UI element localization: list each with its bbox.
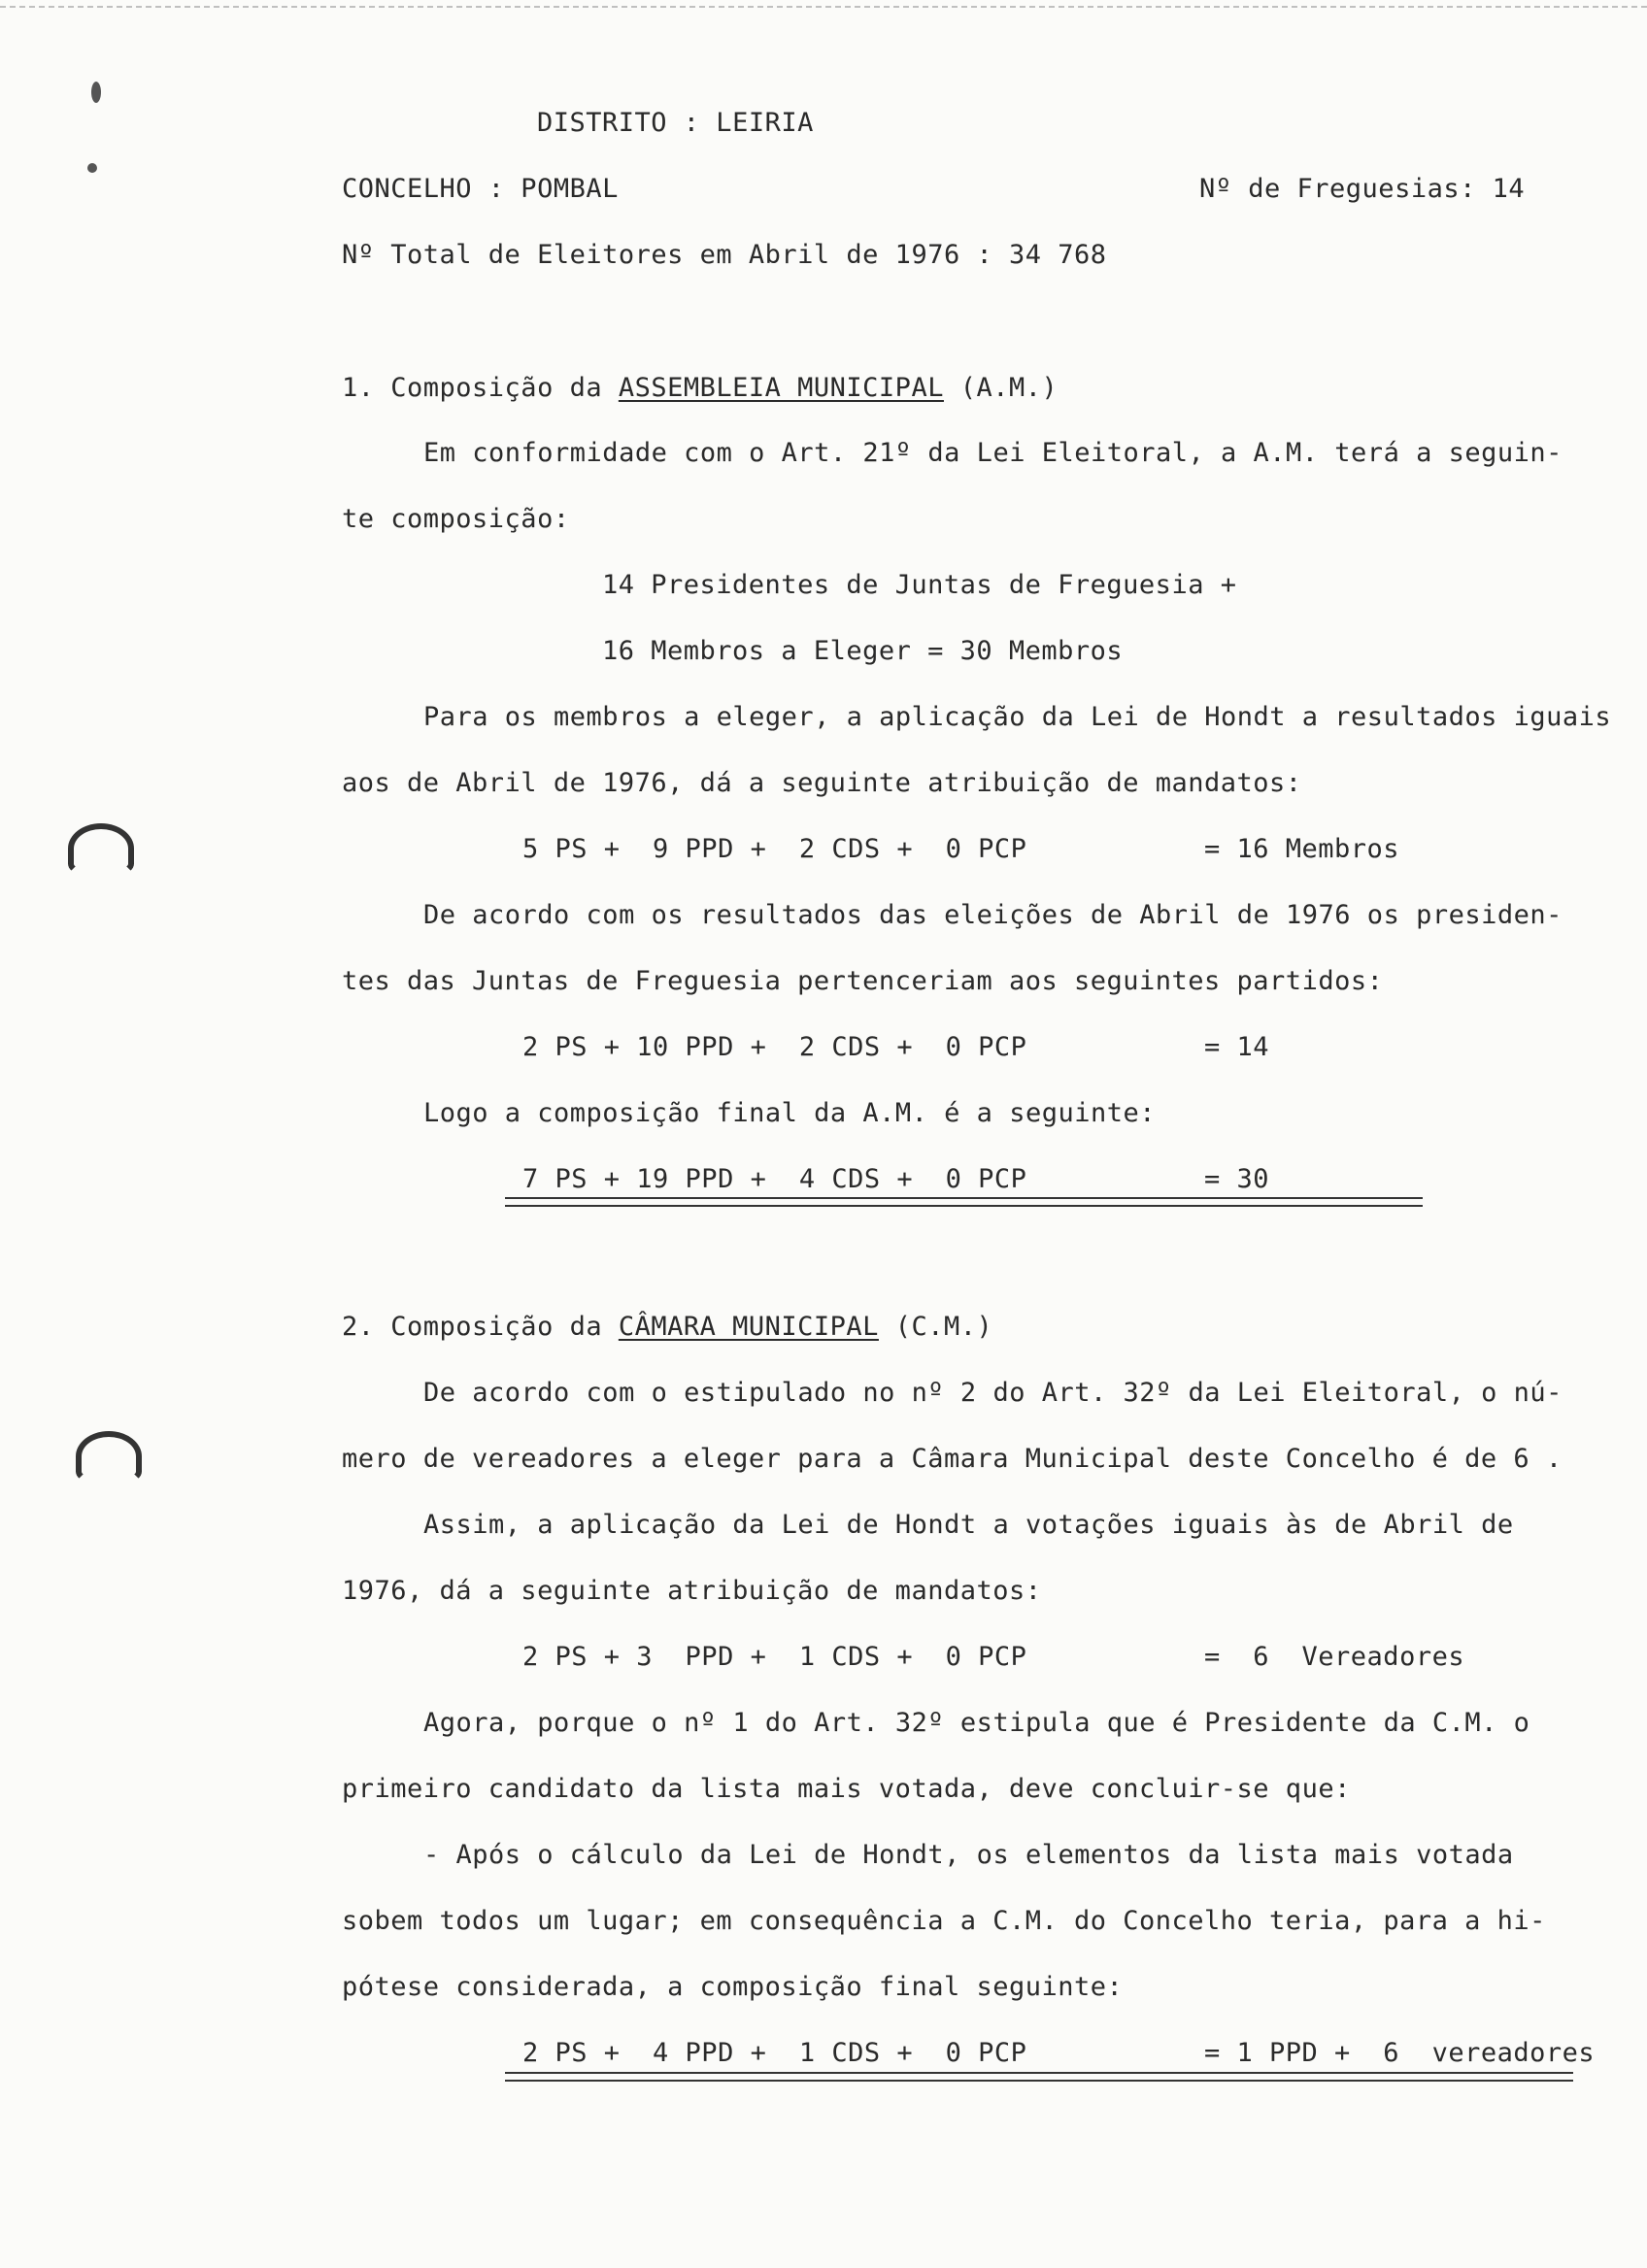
section1-heading-underlined: ASSEMBLEIA MUNICIPAL [618, 373, 944, 403]
mandatos-result: = 16 Membros [1204, 834, 1400, 864]
underline-rule [505, 1197, 1423, 1199]
eleitores-total: Nº Total de Eleitores em Abril de 1976 : 34 768 [342, 240, 1107, 270]
paragraph-line: mero de vereadores a eleger para a Câmara Municipal deste Concelho é de 6 . [342, 1444, 1563, 1474]
paragraph-line: Assim, a aplicação da Lei de Hondt a votações iguais às de Abril de [423, 1510, 1514, 1540]
paragraph-line: Em conformidade com o Art. 21º da Lei Eleitoral, a A.M. terá a seguin- [423, 438, 1563, 468]
composition-line: 16 Membros a Eleger = 30 Membros [602, 636, 1124, 666]
concelho-line: CONCELHO : POMBAL [342, 174, 619, 204]
paragraph-line: 1976, dá a seguinte atribuição de mandatos: [342, 1576, 1042, 1606]
paragraph-line: sobem todos um lugar; em consequência a C.M. do Concelho teria, para a hi- [342, 1906, 1546, 1936]
paragraph-line: De acordo com o estipulado no nº 2 do Art. 32º da Lei Eleitoral, o nú- [423, 1378, 1563, 1408]
section2-heading-prefix: 2. Composição da [342, 1312, 619, 1342]
punch-hole-mark [68, 823, 134, 874]
scan-top-edge [0, 6, 1647, 8]
underline-rule [505, 2072, 1573, 2074]
underline-rule [505, 1205, 1423, 1207]
punch-hole-mark [76, 1431, 142, 1482]
paragraph-line: primeiro candidato da lista mais votada, deve concluir-se que: [342, 1774, 1351, 1804]
paragraph-line: Logo a composição final da A.M. é a seguinte: [423, 1098, 1156, 1128]
section1-heading-suffix: (A.M.) [943, 373, 1059, 403]
section2-heading-underlined: CÂMARA MUNICIPAL [618, 1312, 879, 1342]
section2-heading [342, 1311, 992, 1344]
composition-line: 14 Presidentes de Juntas de Freguesia + [602, 570, 1237, 600]
vereadores-result: = 6 Vereadores [1204, 1642, 1465, 1672]
paragraph-line: De acordo com os resultados das eleições de Abril de 1976 os presiden- [423, 900, 1563, 930]
paragraph-line: Para os membros a eleger, a aplicação da Lei de Hondt a resultados iguais [423, 702, 1612, 732]
paragraph-line: aos de Abril de 1976, dá a seguinte atribuição de mandatos: [342, 768, 1302, 798]
paragraph-line: te composição: [342, 504, 570, 534]
mandatos-equation: 5 PS + 9 PPD + 2 CDS + 0 PCP [522, 834, 1027, 864]
section2-heading-suffix: (C.M.) [878, 1312, 993, 1342]
paragraph-line: - Após o cálculo da Lei de Hondt, os elementos da lista mais votada [423, 1840, 1514, 1870]
paragraph-line: pótese considerada, a composição final seguinte: [342, 1972, 1124, 2002]
presidentes-result: = 14 [1204, 1032, 1270, 1062]
paragraph-line: tes das Juntas de Freguesia pertenceriam aos seguintes partidos: [342, 966, 1384, 996]
distrito-line: DISTRITO : LEIRIA [537, 108, 814, 138]
underline-rule [505, 2080, 1573, 2082]
scan-speck [87, 163, 97, 173]
paragraph-line: Agora, porque o nº 1 do Art. 32º estipula que é Presidente da C.M. o [423, 1708, 1530, 1738]
scan-speck [91, 82, 101, 103]
section1-heading [342, 372, 1058, 405]
final-camara-result: = 1 PPD + 6 vereadores [1204, 2038, 1596, 2068]
presidentes-equation: 2 PS + 10 PPD + 2 CDS + 0 PCP [522, 1032, 1027, 1062]
final-composition-equation: 7 PS + 19 PPD + 4 CDS + 0 PCP [522, 1164, 1027, 1194]
final-composition-result: = 30 [1204, 1164, 1270, 1194]
final-camara-equation: 2 PS + 4 PPD + 1 CDS + 0 PCP [522, 2038, 1027, 2068]
vereadores-equation: 2 PS + 3 PPD + 1 CDS + 0 PCP [522, 1642, 1027, 1672]
freguesias-count: Nº de Freguesias: 14 [1199, 174, 1526, 204]
section1-heading-prefix: 1. Composição da [342, 373, 619, 403]
